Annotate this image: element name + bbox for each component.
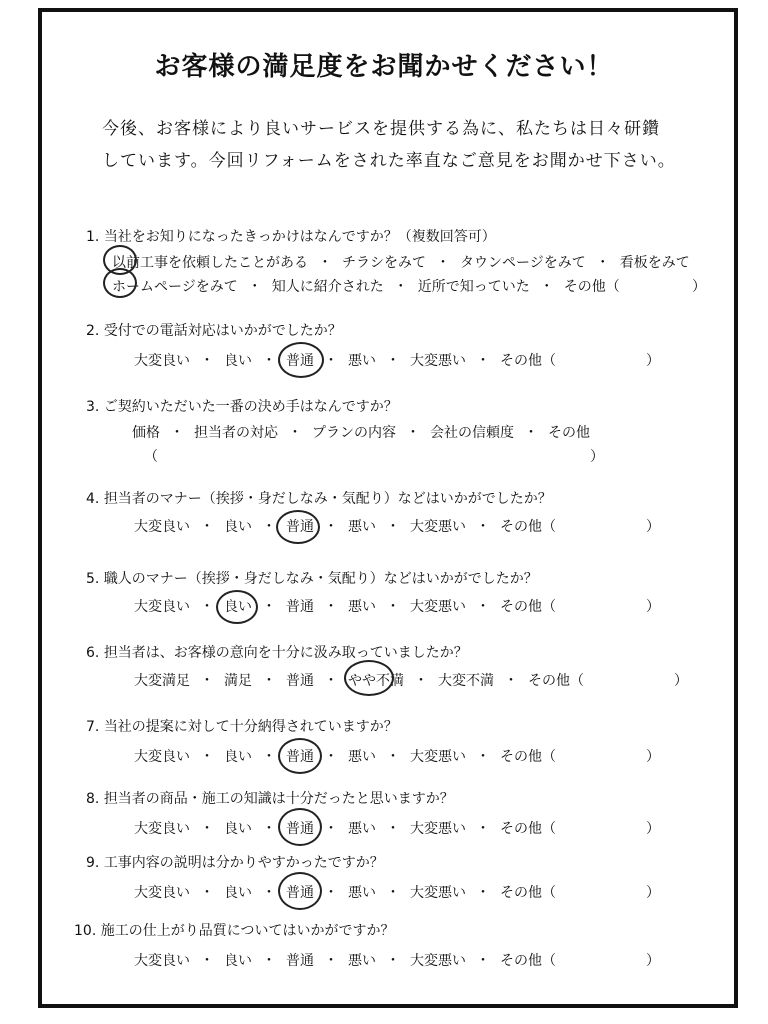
option-good[interactable]: 良い [224,953,252,969]
options-row-q1-line1: 以前工事を依頼したことがある ・ チラシをみて ・ タウンページをみて ・ 看板をみて [112,255,690,271]
close-paren: ） [674,673,688,689]
question-2 [86,320,342,340]
option-very-bad[interactable]: 大変悪い [410,599,466,615]
close-paren: ） [646,821,660,837]
question-number: 8. [86,791,100,807]
options-row-q3: 価格 ・ 担当者の対応 ・ プランの内容 ・ 会社の信頼度 ・ その他 [132,425,590,441]
close-paren: ） [646,353,660,369]
option-average[interactable]: 普通 [286,953,314,969]
option-referral[interactable]: 知人に紹介された [271,279,384,295]
close-paren: ） [646,599,660,615]
option-very-good[interactable]: 大変良い [134,353,190,369]
question-text: ご契約いただいた一番の決め手はなんですか？ [103,399,398,415]
option-bad[interactable]: 悪い [348,821,376,837]
option-other[interactable]: その他（ [528,673,584,689]
options-row-q5: 大変良い ・ 良い ・ 普通 ・ 悪い ・ 大変悪い ・ その他（ [134,599,556,615]
question-text: 受付での電話対応はいかがでしたか？ [103,323,342,339]
option-very-good[interactable]: 大変良い [134,885,190,901]
question-number: 10. [74,923,97,939]
survey-title: お客様の満足度をお聞かせください！ [154,52,614,82]
option-very-satisfied[interactable]: 大変満足 [134,673,190,689]
option-bad[interactable]: 悪い [348,749,376,765]
option-very-bad[interactable]: 大変悪い [410,885,466,901]
question-4 [86,488,552,508]
option-average[interactable]: 普通 [286,885,314,901]
option-average[interactable]: 普通 [286,749,314,765]
question-1 [86,226,496,246]
option-average[interactable]: 普通 [286,673,314,689]
close-paren: ） [692,279,706,295]
option-bad[interactable]: 悪い [348,885,376,901]
question-text: 担当者のマナー（挨拶・身だしなみ・気配り）などはいかがでしたか？ [103,491,552,507]
option-very-good[interactable]: 大変良い [134,821,190,837]
question-number: 6. [86,645,100,661]
option-very-good[interactable]: 大変良い [134,953,190,969]
question-text: 職人のマナー（挨拶・身だしなみ・気配り）などはいかがでしたか？ [103,571,538,587]
options-row-q6: 大変満足 ・ 満足 ・ 普通 ・ やや不満 ・ 大変不満 ・ その他（ [134,673,584,689]
close-paren: ） [646,885,660,901]
option-very-dissatisfied[interactable]: 大変不満 [438,673,494,689]
open-paren: （ [144,449,158,465]
option-townpage[interactable]: タウンページをみて [460,255,586,271]
option-average[interactable]: 普通 [286,599,314,615]
option-other[interactable]: その他（ [500,953,556,969]
option-signboard[interactable]: 看板をみて [619,255,690,271]
question-7 [86,716,398,736]
question-9 [86,852,384,872]
option-satisfied[interactable]: 満足 [224,673,252,689]
question-number: 4. [86,491,100,507]
option-other[interactable]: その他（ [500,885,556,901]
option-other[interactable]: その他 [548,425,590,441]
option-good[interactable]: 良い [224,821,252,837]
question-10 [74,920,394,940]
options-row-q1-line2: ホームページをみて ・ 知人に紹介された ・ 近所で知っていた ・ その他（ [112,279,620,295]
option-somewhat-dissatisfied[interactable]: やや不満 [348,673,404,689]
option-neighborhood[interactable]: 近所で知っていた [417,279,530,295]
option-good[interactable]: 良い [224,749,252,765]
options-row-q8: 大変良い ・ 良い ・ 普通 ・ 悪い ・ 大変悪い ・ その他（ [134,821,556,837]
question-text: 当社の提案に対して十分納得されていますか？ [103,719,398,735]
intro-line-1: 今後、お客様により良いサービスを提供する為に、私たちは日々研鑽 [102,119,660,139]
option-company-trust[interactable]: 会社の信頼度 [430,425,514,441]
option-other[interactable]: その他（ [500,821,556,837]
close-paren: ） [646,519,660,535]
option-plan-content[interactable]: プランの内容 [312,425,396,441]
option-bad[interactable]: 悪い [348,519,376,535]
options-row-q4: 大変良い ・ 良い ・ 普通 ・ 悪い ・ 大変悪い ・ その他（ [134,519,556,535]
option-other[interactable]: その他（ [563,279,620,295]
option-bad[interactable]: 悪い [348,599,376,615]
question-number: 1. [86,229,100,245]
option-bad[interactable]: 悪い [348,953,376,969]
option-previous-work[interactable]: 以前工事を依頼したことがある [112,255,308,271]
question-number: 7. [86,719,100,735]
option-average[interactable]: 普通 [286,821,314,837]
options-row-q9: 大変良い ・ 良い ・ 普通 ・ 悪い ・ 大変悪い ・ その他（ [134,885,556,901]
option-very-good[interactable]: 大変良い [134,599,190,615]
option-very-bad[interactable]: 大変悪い [410,519,466,535]
option-very-bad[interactable]: 大変悪い [410,953,466,969]
close-paren: ） [646,749,660,765]
question-number: 5. [86,571,100,587]
option-very-bad[interactable]: 大変悪い [410,353,466,369]
question-text: 当社をお知りになったきっかけはなんですか？（複数回答可） [103,229,496,245]
option-flyer[interactable]: チラシをみて [342,255,426,271]
option-other[interactable]: その他（ [500,353,556,369]
option-very-bad[interactable]: 大変悪い [410,749,466,765]
question-text: 担当者は、お客様の意向を十分に汲み取っていましたか？ [103,645,468,661]
option-price[interactable]: 価格 [132,425,160,441]
option-good[interactable]: 良い [224,599,252,615]
option-very-good[interactable]: 大変良い [134,519,190,535]
option-bad[interactable]: 悪い [348,353,376,369]
question-3 [86,396,398,416]
option-homepage[interactable]: ホームページをみて [112,279,238,295]
options-row-q7: 大変良い ・ 良い ・ 普通 ・ 悪い ・ 大変悪い ・ その他（ [134,749,556,765]
option-good[interactable]: 良い [224,885,252,901]
intro-line-2: しています。今回リフォームをされた率直なご意見をお聞かせ下さい。 [102,151,676,171]
option-average[interactable]: 普通 [286,353,314,369]
question-text: 担当者の商品・施工の知識は十分だったと思いますか？ [103,791,454,807]
question-number: 2. [86,323,100,339]
close-paren: ） [590,449,604,465]
question-number: 9. [86,855,100,871]
option-very-bad[interactable]: 大変悪い [410,821,466,837]
option-other[interactable]: その他（ [500,519,556,535]
option-average[interactable]: 普通 [286,519,314,535]
question-number: 3. [86,399,100,415]
question-5 [86,568,538,588]
question-text: 工事内容の説明は分かりやすかったですか？ [103,855,384,871]
close-paren: ） [646,953,660,969]
option-staff-response[interactable]: 担当者の対応 [194,425,278,441]
option-very-good[interactable]: 大変良い [134,749,190,765]
option-other[interactable]: その他（ [500,749,556,765]
option-other[interactable]: その他（ [500,599,556,615]
question-6 [86,642,468,662]
option-good[interactable]: 良い [224,353,252,369]
question-8 [86,788,454,808]
options-row-q2: 大変良い ・ 良い ・ 普通 ・ 悪い ・ 大変悪い ・ その他（ [134,353,556,369]
options-row-q10: 大変良い ・ 良い ・ 普通 ・ 悪い ・ 大変悪い ・ その他（ [134,953,556,969]
question-text: 施工の仕上がり品質についてはいかがですか？ [100,923,395,939]
option-good[interactable]: 良い [224,519,252,535]
